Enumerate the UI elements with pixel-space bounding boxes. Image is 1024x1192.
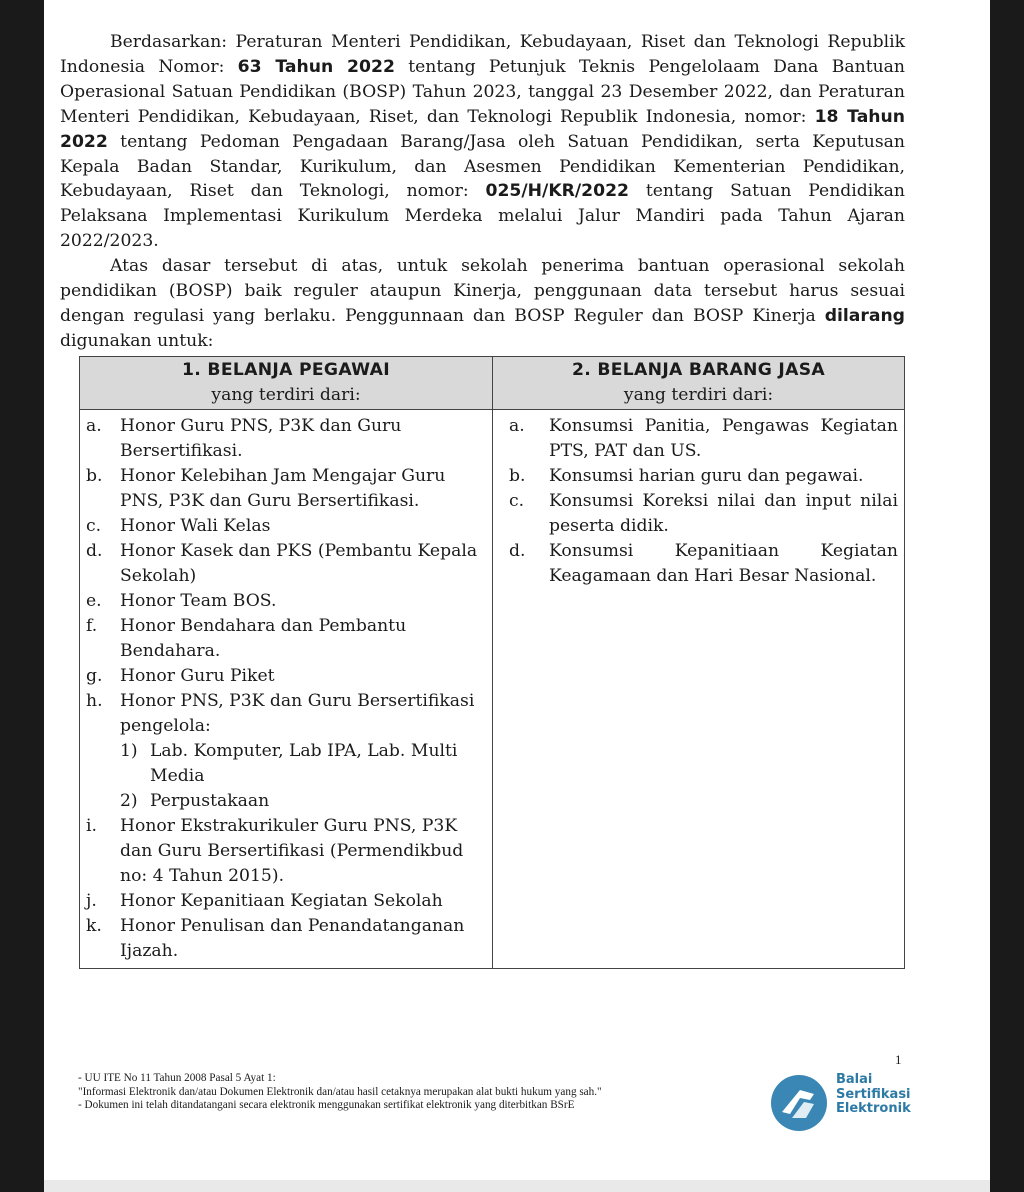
left-item-key: a. bbox=[86, 416, 102, 436]
left-item-text: Lab. Komputer, Lab IPA, Lab. Multi Media bbox=[150, 741, 458, 786]
table-body-row bbox=[80, 410, 905, 969]
list-item bbox=[86, 414, 486, 464]
left-item-text: Honor Guru Piket bbox=[120, 666, 275, 686]
left-item-key: d. bbox=[86, 541, 103, 561]
intro-text-fragment: tentang Petunjuk Teknis Pengelolaam Dana Bantuan Operasional Satuan Pendidikan (BOSP) Tahun 2023, tanggal 23 Desember 2022, dan Peraturan Menteri Pendidikan, Kebudayaan, Riset, dan Teknologi Republik Indonesia, nomor: bbox=[60, 56, 905, 127]
left-item-text: Honor Penulisan dan Penandatanganan Ijazah. bbox=[120, 916, 465, 961]
bsre-logo-text bbox=[836, 1073, 911, 1117]
footer-notes bbox=[78, 1072, 778, 1113]
intro-text-fragment: Berdasarkan: Peraturan Menteri Pendidikan, Kebudayaan, Riset dan Teknologi Republik Indonesia Nomor: bbox=[60, 32, 905, 77]
right-item-text: Konsumsi Koreksi nilai dan input nilai peserta didik. bbox=[549, 491, 898, 536]
right-item-key: c. bbox=[509, 491, 525, 511]
left-item-key: 2) bbox=[120, 791, 138, 811]
footer-line-1: - UU ITE No 11 Tahun 2008 Pasal 5 Ayat 1: bbox=[78, 1072, 276, 1084]
left-header-subtitle: yang terdiri dari: bbox=[211, 385, 361, 405]
intro-paragraph-2 bbox=[60, 254, 905, 354]
bsre-logo-icon bbox=[770, 1074, 828, 1132]
left-item-text: Honor Ekstrakurikuler Guru PNS, P3K dan Guru Bersertifikasi (Permendikbud no: 4 Tahun 2015). bbox=[120, 816, 464, 886]
right-item-list bbox=[493, 410, 904, 593]
left-item-text: Perpustakaan bbox=[150, 791, 270, 811]
left-item-key: c. bbox=[86, 516, 102, 536]
left-item-key: k. bbox=[86, 916, 102, 936]
left-item-key: i. bbox=[86, 816, 97, 836]
list-item bbox=[86, 814, 486, 889]
left-item-text: Honor Wali Kelas bbox=[120, 516, 271, 536]
list-item bbox=[86, 914, 486, 964]
left-item-text: Honor Kelebihan Jam Mengajar Guru PNS, P3K dan Guru Bersertifikasi. bbox=[120, 466, 446, 511]
left-item-text: Honor Kasek dan PKS (Pembantu Kepala Sekolah) bbox=[120, 541, 478, 586]
logo-line-3: Elektronik bbox=[836, 1101, 911, 1116]
left-item-key: g. bbox=[86, 666, 103, 686]
right-column-cell bbox=[493, 410, 905, 969]
table-header-row bbox=[80, 357, 905, 410]
right-item-text: Konsumsi Kepanitiaan Kegiatan Keagamaan dan Hari Besar Nasional. bbox=[549, 541, 898, 586]
left-item-key: f. bbox=[86, 616, 98, 636]
intro-text bbox=[60, 30, 905, 354]
intro-bold-fragment: 025/H/KR/2022 bbox=[485, 181, 629, 202]
footer-line-2: "Informasi Elektronik dan/atau Dokumen Elektronik dan/atau hasil cetaknya merupakan alat bukti hukum yang sah." bbox=[78, 1085, 602, 1098]
intro-bold-fragment: 63 Tahun 2022 bbox=[237, 56, 395, 77]
list-item bbox=[86, 789, 486, 814]
left-item-key: h. bbox=[86, 691, 103, 711]
list-item bbox=[499, 464, 898, 489]
intro-text-fragment: tentang Satuan Pendidikan Pelaksana Implementasi Kurikulum Merdeka melalui Jalur Mandiri pada Tahun Ajaran 2022/2023. bbox=[60, 181, 905, 252]
document-page bbox=[44, 0, 990, 1180]
footer-line-3: - Dokumen ini telah ditandatangani secara elektronik menggunakan sertifikat elektronik yang diterbitkan BSrE bbox=[78, 1099, 575, 1111]
left-item-key: j. bbox=[86, 891, 97, 911]
left-item-text: Honor Team BOS. bbox=[120, 591, 277, 611]
right-column-header bbox=[493, 357, 905, 410]
left-column-header bbox=[80, 357, 493, 410]
right-item-key: b. bbox=[509, 466, 526, 486]
right-item-text: Konsumsi Panitia, Pengawas Kegiatan PTS, PAT dan US. bbox=[549, 416, 898, 461]
right-item-key: a. bbox=[509, 416, 525, 436]
left-column-cell bbox=[80, 410, 493, 969]
bottom-strip bbox=[44, 1180, 990, 1192]
right-header-subtitle: yang terdiri dari: bbox=[623, 385, 774, 405]
list-item bbox=[86, 664, 486, 689]
list-item bbox=[499, 489, 898, 539]
list-item bbox=[86, 539, 486, 589]
list-item bbox=[86, 464, 486, 514]
left-item-key: 1) bbox=[120, 741, 138, 761]
list-item bbox=[86, 689, 486, 739]
right-item-text: Konsumsi harian guru dan pegawai. bbox=[549, 466, 864, 486]
page-number: 1 bbox=[895, 1052, 902, 1067]
intro-text-fragment: tentang Pedoman Pengadaan Barang/Jasa oleh Satuan Pendidikan, serta Keputusan Kepala Badan Standar, Kurikulum, dan Asesmen Pendidikan Kementerian Pendidikan, Kebudayaan, Riset dan Teknologi, nomor: bbox=[60, 131, 905, 202]
intro-paragraph-2-tail: digunakan untuk: bbox=[60, 330, 214, 351]
left-item-text: Honor Kepanitiaan Kegiatan Sekolah bbox=[120, 891, 443, 911]
left-item-key: e. bbox=[86, 591, 102, 611]
left-item-text: Honor PNS, P3K dan Guru Bersertifikasi pengelola: bbox=[120, 691, 475, 736]
expense-table bbox=[79, 356, 905, 969]
intro-bold-fragment: 18 Tahun 2022 bbox=[60, 106, 905, 152]
intro-paragraph-2-text: Atas dasar tersebut di atas, untuk sekolah penerima bantuan operasional sekolah pendidikan (BOSP) baik reguler ataupun Kinerja, penggunaan data tersebut harus sesuai dengan regulasi yang berlaku. Penggunnaan dan BOSP Reguler dan BOSP Kinerja bbox=[60, 256, 905, 326]
intro-paragraph-2-bold: dilarang bbox=[824, 305, 905, 326]
list-item bbox=[499, 539, 898, 589]
intro-paragraph-1 bbox=[60, 30, 905, 254]
left-header-title: 1. BELANJA PEGAWAI bbox=[182, 360, 390, 380]
right-item-key: d. bbox=[509, 541, 526, 561]
list-item bbox=[86, 614, 486, 664]
list-item bbox=[86, 889, 486, 914]
left-item-list bbox=[80, 410, 492, 968]
logo-line-1: Balai bbox=[836, 1072, 873, 1087]
list-item bbox=[86, 739, 486, 789]
list-item bbox=[86, 514, 486, 539]
list-item bbox=[499, 414, 898, 464]
logo-line-2: Sertifikasi bbox=[836, 1086, 911, 1102]
left-item-text: Honor Bendahara dan Pembantu Bendahara. bbox=[120, 616, 407, 661]
left-item-key: b. bbox=[86, 466, 103, 486]
right-header-title: 2. BELANJA BARANG JASA bbox=[571, 360, 826, 380]
left-item-text: Honor Guru PNS, P3K dan Guru Bersertifikasi. bbox=[120, 416, 402, 461]
list-item bbox=[86, 589, 486, 614]
